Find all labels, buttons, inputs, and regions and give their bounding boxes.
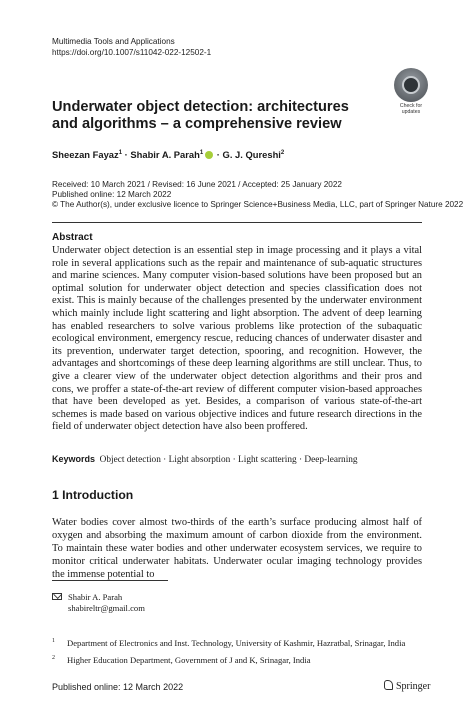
footnote-divider <box>52 580 168 581</box>
divider <box>52 222 422 223</box>
correspondence <box>52 592 145 614</box>
keywords <box>52 454 358 465</box>
journal-name: Multimedia Tools and Applications <box>52 37 175 46</box>
affiliation: $^1$ Department of Electronics and Inst. Technology, University of Kashmir, Hazratbal, Srinagar, India <box>52 638 406 648</box>
orcid-icon[interactable] <box>205 151 213 159</box>
paper-title: Underwater object detection: architectures and algorithms – a comprehensive review <box>52 99 349 132</box>
author-name[interactable]: G. J. Qureshi <box>222 149 281 160</box>
affiliation: $^2$ Higher Education Department, Government of J and K, Srinagar, India <box>52 655 311 665</box>
introduction-text: Water bodies cover almost two-thirds of the earth’s surface producing almost half of oxygen and absorbing the maximum amount of carbon dioxide from the environment. To maintain these water bodies and other underwater ecosystem services, we require to monitor critical underwater habitats. Underwater ocular imaging technology provides the immense potential to <box>52 517 422 580</box>
section-heading: 1 Introduction <box>52 488 134 502</box>
keywords-list: Object detection · Light absorption · Light scattering · Deep-learning <box>99 455 358 465</box>
journal-header <box>52 36 211 58</box>
author-name[interactable]: Sheezan Fayaz <box>52 149 119 160</box>
keywords-label: Keywords <box>52 454 96 464</box>
abstract-heading: Abstract <box>52 232 93 243</box>
check-for-updates-label[interactable]: Check for updates <box>399 103 423 115</box>
abstract-text: Underwater object detection is an essential step in image processing and it plays a vital role in several applications such as the repair and maintenance of sub-aquatic structures and marine sciences. Many computer vision-based solutions have been proposed but an optimal solution for underwater object detection and species classification does not exist. This is mainly because of the challenges presented by the underwater environment which mainly include light scattering and light absorption. The advent of deep learning has enabled researchers to solve various problems like protection of the subaquatic ecological environment, emergency rescue, reducing chances of underwater disaster and its prevention, underwater target detection, spooring, and recognition. However, the advantages and shortcomings of these deep learning algorithms are still unclear. Thus, to give a clearer view of the underwater object detection algorithms and their pros and cons, we proffer a state-of-the-art review of different computer vision-based approaches that have been developed as yet. Besides, a comparison of various state-of-the-art schemes is made based on various objective indices and future research directions in the field of underwater object detection have also been proffered. <box>52 245 422 433</box>
publisher-logo <box>384 680 430 692</box>
copyright-notice: © The Author(s), under exclusive licence to Springer Science+Business Media, LLC, part of Springer Nature 2022 <box>52 200 464 210</box>
envelope-icon <box>52 593 62 600</box>
correspondence-name: Shabir A. Parah <box>68 592 123 602</box>
publication-dates: Received: 10 March 2021 / Revised: 16 June 2021 / Accepted: 25 January 2022 Published online: 12 March 2022 © The Author(s), under exclusive licence to Springer Science+Business Media, LLC, part of Springer Nature 2022 <box>52 180 464 210</box>
doi-link[interactable]: https://doi.org/10.1007/s11042-022-12502-1 <box>52 48 212 57</box>
footer-published: Published online: 12 March 2022 <box>52 682 184 692</box>
springer-horse-icon <box>384 680 393 690</box>
author-name[interactable]: Shabir A. Parah <box>130 149 200 160</box>
publisher-name: Springer <box>396 681 431 692</box>
correspondence-email[interactable]: shabireltr@gmail.com <box>68 603 145 613</box>
bookmark-icon <box>402 76 420 94</box>
check-for-updates-icon[interactable] <box>394 68 428 102</box>
author-list: Sheezan Fayaz$^1$ · Shabir A. Parah$^1$ · G. J. Qureshi$^2$ <box>52 149 285 160</box>
